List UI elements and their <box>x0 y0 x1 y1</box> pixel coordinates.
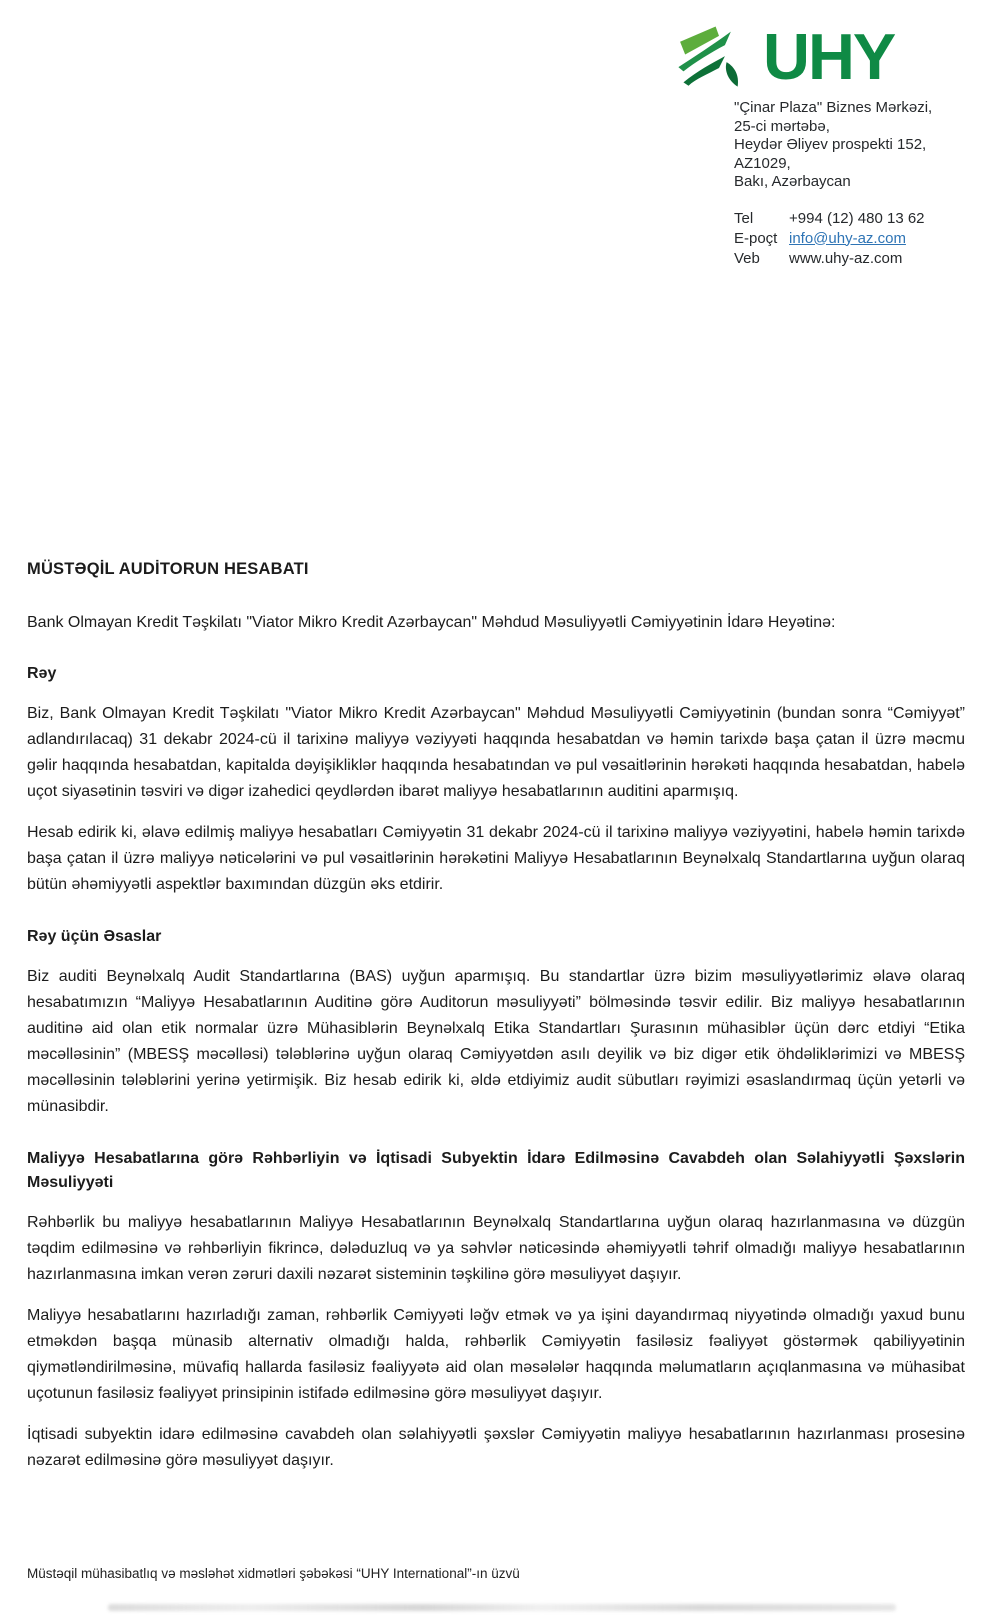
report-paragraph: Rəhbərlik bu maliyyə hesabatlarının Maliyyə Hesabatlarının Beynəlxalq Standartlarına uyğun olaraq hazırlanmasına və düzgün təqdim edilməsinə və rəhbərliyin fikrincə, dələduzluq və ya səhvlər nəticəsində əhəmiyyətli təhrif olmadığı maliyyə hesabatlarının hazırlanmasına imkan verən zəruri daxili nəzarət sisteminin təşkilinə görə məsuliyyət daşıyır. <box>27 1214 965 1283</box>
report-paragraph: Maliyyə hesabatlarını hazırladığı zaman, rəhbərlik Cəmiyyəti ləğv etmək və ya işini dayandırmaq niyyətində olmadığı yaxud bunu etməkdən başqa münasib alternativ olmadığı halda, rəhbərlik Cəmiyyətin fasiləsiz fəaliyyət göstərmək qabiliyyətinin qiymətləndirilməsinə, müvafiq hallarda fasiləsiz fəaliyyətə aid olan məsələlər haqqında məlumatların açıqlanmasına və mühasibat uçotunun fasiləsiz fəaliyyət prinsipinin istifadə edilməsinə görə məsuliyyət daşıyır. <box>27 1307 965 1402</box>
section-heading-basis-for-opinion: Rəy üçün Əsaslar <box>27 928 162 945</box>
report-paragraph: İqtisadi subyektin idarə edilməsinə cavabdeh olan səlahiyyətli şəxslər Cəmiyyətin maliyyə hesabatlarının hazırlanması prosesinə nəzarət edilməsinə görə məsuliyyət daşıyır. <box>27 1426 965 1469</box>
address-line: Bakı, Azərbaycan <box>734 173 851 190</box>
scan-artifact-bar <box>108 1604 896 1611</box>
membership-footnote: Müstəqil mühasibatlıq və məsləhət xidmətləri şəbəkəsi “UHY International”-ın üzvü <box>27 1566 520 1581</box>
address-line: 25-ci mərtəbə, <box>734 117 830 135</box>
address-line: "Çinar Plaza" Biznes Mərkəzi, <box>734 99 933 116</box>
web-value: www.uhy-az.com <box>789 249 903 267</box>
contact-row-web <box>734 249 986 269</box>
address-line: Heydər Əliyev prospekti 152, <box>734 136 927 153</box>
tel-label: Tel <box>734 209 754 227</box>
section-heading-opinion: Rəy <box>27 665 57 682</box>
report-paragraph: Biz auditi Beynəlxalq Audit Standartlarına (BAS) uyğun aparmışıq. Bu standartlar üzrə bizim məsuliyyətlərimiz əlavə olaraq hesabatımızın “Maliyyə Hesabatlarının Auditinə görə Auditorun məsuliyyəti” bölməsində təsvir edilir. Biz maliyyə hesabatlarının auditinə aid olan etik normalar üzrə Mühasiblərin Beynəlxalq Etika Standartları Şurasının mühasiblər üçün dərc etdiyi “Etika məcəlləsinin” (MBESŞ məcəlləsi) tələblərinə uyğun olaraq Cəmiyyətdən asılı deyilik və biz digər etik öhdəliklərimizi və MBESŞ məcəlləsinin tələblərini yerinə yetirmişik. Biz hesab edirik ki, əldə etdiyimiz audit sübutları rəyimizi əsaslandırmaq üçün yetərli və münasibdir. <box>27 968 965 1115</box>
addressee-line: Bank Olmayan Kredit Təşkilatı "Viator Mikro Kredit Azərbaycan" Məhdud Məsuliyyətli Cəmiyyətinin İdarə Heyətinə: <box>27 614 836 631</box>
tel-value: +994 (12) 480 13 62 <box>789 209 925 227</box>
report-paragraph: Biz, Bank Olmayan Kredit Təşkilatı "Viator Mikro Kredit Azərbaycan" Məhdud Məsuliyyətli Cəmiyyətinin (bundan sonra “Cəmiyyət” adlandırılacaq) 31 dekabr 2024-cü il tarixinə maliyyə vəziyyəti haqqında hesabatdan və həmin tarixdə başa çatan il üzrə məcmu gəlir haqqında hesabatdan, kapitalda dəyişikliklər haqqında hesabatından və pul vəsaitlərinin hərəkəti haqqında hesabatdan, habelə uçot siyasətinin təsviri və digər izahedici qeydlərdən ibarət maliyyə hesabatlarının auditini aparmışıq. <box>27 705 965 800</box>
address-block <box>734 99 986 192</box>
contact-row-email <box>734 229 986 249</box>
email-link[interactable]: info@uhy-az.com <box>789 229 906 247</box>
uhy-logo <box>676 20 986 93</box>
report-paragraph: Hesab edirik ki, əlavə edilmiş maliyyə hesabatları Cəmiyyətin 31 dekabr 2024-cü il tarixinə maliyyə vəziyyətini, habelə həmin tarixdə başa çatan il üzrə maliyyə nəticələrini və pul vəsaitlərinin hərəkətini Maliyyə Hesabatlarının Beynəlxalq Standartlarına uyğun olaraq bütün əhəmiyyətli aspektlər baxımından düzgün əks etdirir. <box>27 824 965 893</box>
section-heading-management-responsibility: Maliyyə Hesabatlarına görə Rəhbərliyin və İqtisadi Subyektin İdarə Edilməsinə Cavabdeh olan Səlahiyyətli Şəxslərin Məsuliyyəti <box>27 1150 965 1191</box>
contact-block <box>734 209 986 269</box>
email-label: E-poçt <box>734 229 778 247</box>
uhy-logo-text: UHY <box>763 20 895 93</box>
report-title: MÜSTƏQİL AUDİTORUN HESABATI <box>27 560 309 578</box>
report-body <box>27 560 965 1474</box>
uhy-logo-mark-icon <box>676 24 762 90</box>
address-line: AZ1029, <box>734 154 791 172</box>
web-label: Veb <box>734 249 760 267</box>
contact-row-tel <box>734 209 986 229</box>
letterhead <box>676 20 986 269</box>
